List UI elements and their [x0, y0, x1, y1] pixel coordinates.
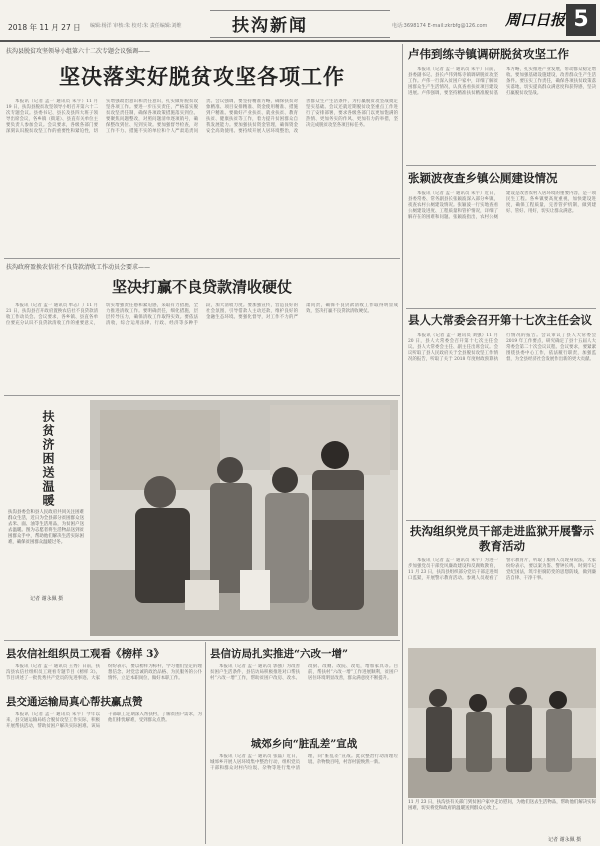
column-divider	[402, 44, 403, 844]
article-title: 城郊乡向“脏乱差”宣战	[250, 738, 358, 750]
contact-info: 电话:3698174 E-mail:zkrbfg@126.com	[392, 23, 488, 29]
photo-illustration	[408, 648, 596, 798]
article-intro: 扶沟县脱贫攻坚领导小组第六十二次专题会议强调——	[6, 48, 151, 55]
article-title: 坚决打赢不良贷款清收硬仗	[111, 278, 292, 296]
editor-info: 编辑:杨洋 审核:朱 校对:朱 责任编辑:刘维	[90, 23, 182, 29]
article-lead	[6, 46, 398, 256]
article-intro: 扶沟政府盈换农信社不良贷款清收工作动员会要求——	[6, 264, 151, 271]
photo-visit	[408, 648, 596, 798]
article-body: 本报讯（记者 孟一 通讯员 单志广）11 月 21 日，扶沟县召开政府置换农信社不良贷款清收工作动员会。会议要求，各乡镇、县直各单位要充分认识不良贷款清收工作的重要意义，切实增强责任感和紧迫感，采取有力措施，全力推进清收工作。要明确责任，细化措施，层层传导压力，确保清收工作取得实效。要依法清收，综合运用法律、行政、经济等多种手段，加大清收力度。要加强宣传，营造良好的社会氛围，引导借款人主动还款，维护良好的金融生态环境。要强化督导，对工作不力的严肃问责，确保不良贷款清收工作取得明显成效，坚决打赢不良贷款清收硬仗。	[6, 303, 398, 326]
article-body: 本报讯（记者 孟一 通讯员 朱宇）今年以来，县交通运输局结合脱贫攻坚工作实际，积极开展帮扶活动，帮助贫困户解决实际困难。该局干部职工定期深入帮扶村，了解贫困户需求，为他们排忧解难，受到群众点赞。	[6, 712, 202, 729]
article-title: 县人大常委会召开第十七次主任会议	[408, 313, 592, 327]
section-divider	[4, 395, 400, 396]
article-title: 县农信社组织员工观看《榜样 3》	[6, 648, 164, 660]
article-body: 本报讯（记者 孟一 通讯员 刘强）11 月 20 日，县人大常委会召开第十七次主任会议。县人大常委会主任、副主任出席会议。会议听取了县人民政府关于全县脱贫攻坚工作情况的报告，听取了关于 2018 年度财政预算执行情况的报告。会议审议了县人大常委会 2019 年工作要点，研究确定了县十五届人大常委会第二十次会议议程。会议要求，要紧紧围绕县委中心工作，依法履行职责，加强监督，为全县经济社会发展作出新的更大贡献。	[408, 333, 596, 362]
column-divider	[205, 642, 206, 844]
photo-credit: 记者 谢永佩 摄	[548, 837, 582, 843]
article-body: 本报讯（记者 孟一 通讯员 朱宇）为进一步加强党员干部党风廉政建设和反腐败教育，11 月 23 日，扶沟县组织部分党员干部走进周口监狱，开展警示教育活动。参观人员观看了警示教育片，听取了服刑人员现身说法。大家纷纷表示，要以案为鉴、警钟长鸣，时刻牢记党纪国法，筑牢拒腐防变的思想防线，做到廉洁自律、干净干事。	[408, 558, 596, 581]
article-body: 本报讯（记者 孟一 通讯员 郭强）为改善贫困户生活条件，县信访局积极推进对口帮扶村“六改一增”工作，帮助贫困户改房、改水、改厨、改厕、改院、改电，增加家具等。目前，帮扶村“六改一增”工作进展顺利，贫困户居住环境明显改善，群众满意度不断提升。	[210, 664, 398, 681]
photo-caption: 11 月 23 日，扶沟县有关部门到贫困户家中走访慰问，为他们送去生活物品，帮助他们解决实际困难，切实将党和政府的温暖送到群众心坎上。	[408, 800, 596, 811]
article-title: 卢伟到练寺镇调研脱贫攻坚工作	[408, 47, 569, 61]
article-title: 坚决落实好脱贫攻坚各项工作	[59, 64, 345, 89]
article-body: 本报讯（记者 孟一 通讯员 王秀）日前，扶沟县农信社组织员工观看专题节目《榜样 3》。节目讲述了一批优秀共产党员的先进事迹。大家纷纷表示，要以榜样为标杆，学习他们坚定的理想信念、对党忠诚的政治品格、为民服务的公仆情怀，立足本职岗位，做好本职工作。	[6, 664, 202, 681]
article-chengjiao	[210, 736, 398, 842]
article-title: 县信访局扎实推进“六改一增”	[210, 648, 349, 660]
article-zhang	[408, 170, 596, 304]
article-luwei	[408, 46, 596, 162]
section-divider	[4, 258, 400, 259]
section-divider	[4, 640, 400, 641]
article-transport	[6, 694, 202, 842]
photo-credit: 记者 谢永佩 摄	[30, 596, 64, 602]
newspaper-logo: 周口日报	[505, 11, 566, 29]
article-rural-credit	[6, 646, 202, 690]
photo-vertical-title: 扶贫济困送温暖	[41, 410, 55, 508]
article-loans	[6, 262, 398, 392]
article-petition	[210, 646, 398, 732]
page-header	[0, 0, 600, 42]
article-npc	[408, 312, 596, 517]
article-body: 本报讯（记者 孟一 通讯员 朱宇）近日，县委常委、常务副县长张颖波深入部分乡镇，夜查农村公厕建设情况。张颖波一行实地查看公厕建设进度、工程质量和管护情况，详细了解存在的困难和问题。张颖波指出，农村公厕建设是改善农村人居环境的重要内容，是一项民生工程。各乡镇要高度重视，加快建设进度，确保工程质量，完善管护机制，做到建好、管好、用好，切实让群众满意。	[408, 191, 596, 220]
article-body: 本报讯（记者 孟一 通讯员 朱宇）日前，县委副书记、县长卢伟到练寺镇调研脱贫攻坚工作。卢伟一行深入贫困户家中，详细了解贫困群众生产生活情况，认真查看扶贫项目建设进展。卢伟强调，要坚持精准扶贫精准脱贫基本方略，扎实推进产业发展，带动群众稳定增收。要加强基础设施建设，改善群众生产生活条件。要压实工作责任，确保各项扶贫政策落实落地，切实提高群众满意度和获得感，坚决打赢脱贫攻坚战。	[408, 67, 596, 96]
article-body: 本报讯（记者 孟一 通讯员 朱宇）11 月 19 日，扶沟县脱贫攻坚领导小组召开第六十二次专题会议。县委书记、县长及县四大班子领导出席会议，各乡镇（街道）、县直有关单位主要负责人参加会议。会议要求，各级各部门要深刻认识脱贫攻坚工作的重要性和紧迫性，切实增强政治意识和责任意识，扎实做好脱贫攻坚各项工作。要进一步压实责任，严格落实脱贫攻坚责任制，确保各项政策措施落实到位。要聚焦问题整改，对照问题清单逐项销号，确保整改到位、见到实效。要加强督导检查，对工作不力、措施不实的单位和个人严肃追责问责。会议强调，要坚持精准方略，确保扶贫对象精准、项目安排精准、资金使用精准、措施到户精准。要做好产业扶贫、就业扶贫、教育扶贫、健康扶贫等工作，着力提升贫困群众自我发展能力。要加强扶贫资金管理，确保资金安全高效使用。要持续开展人居环境整治，改善群众生产生活条件，为打赢脱贫攻坚战奠定坚实基础。会议还就近期脱贫攻坚重点工作进行了安排部署，要求各级各部门以更加饱满的热情、更加务实的作风、更加有力的举措，坚决完成脱贫攻坚各项目标任务。	[6, 99, 398, 134]
section-title: 扶沟新闻	[232, 16, 308, 36]
section-divider	[406, 520, 596, 521]
photo-illustration	[90, 400, 398, 636]
photo-relief-distribution	[90, 400, 398, 636]
photo-caption: 扶沟县委会和县人民政府共同关注困难群众生活，近日为全县部分贫困群众送去米、面、油等生活用品，为贫困户送去温暖。图为志愿者将生活物品送到贫困群众手中，帮助他们解决生活实际困难，确保贫困群众温暖过冬。	[8, 510, 84, 545]
article-title: 扶沟组织党员干部走进监狱开展警示教育活动	[410, 524, 594, 553]
issue-date: 2018 年 11 月 27 日	[8, 23, 81, 32]
section-divider	[406, 165, 596, 166]
article-body: 本报讯（记者 孟一 通讯员 张磊）近日，城郊乡开展人居环境集中整治行动，组织党员干部和群众对村内垃圾、杂物等进行集中清理，向“脏乱差”宣战。此次整治行动清理垃圾、杂物数百吨，村容村貌焕然一新。	[210, 754, 398, 771]
article-title: 张颖波夜查乡镇公厕建设情况	[408, 171, 558, 185]
article-prison-visit	[408, 524, 596, 644]
section-divider	[406, 308, 596, 309]
page-number: 5	[566, 4, 596, 36]
article-title: 县交通运输局真心帮扶赢点赞	[6, 696, 143, 708]
